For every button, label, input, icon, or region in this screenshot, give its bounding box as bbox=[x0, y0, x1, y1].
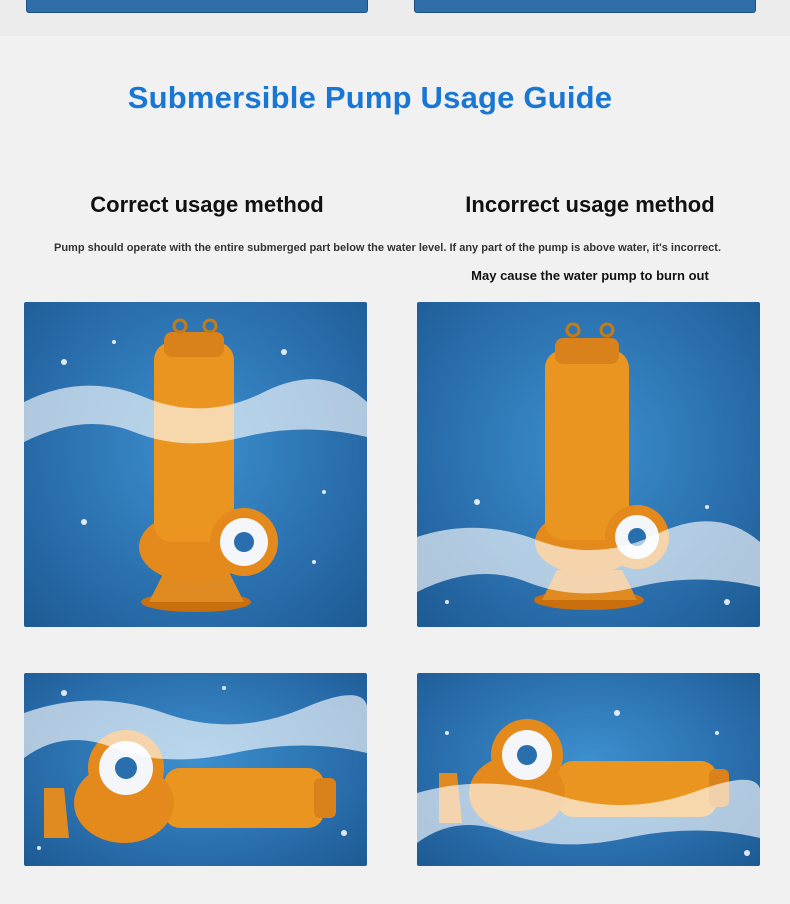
correct-usage-heading: Correct usage method bbox=[90, 192, 324, 217]
correct-horizontal-pump-image bbox=[24, 673, 367, 866]
usage-note: Pump should operate with the entire submerged part below the water level. If any part of the pump is above water, it's incorrect. bbox=[53, 242, 722, 254]
top-bar-right bbox=[414, 0, 756, 13]
burnout-warning: May cause the water pump to burn out bbox=[471, 268, 709, 283]
incorrect-usage-heading: Incorrect usage method bbox=[465, 192, 715, 217]
top-bar-left bbox=[26, 0, 368, 13]
correct-upright-pump-image bbox=[24, 302, 367, 627]
incorrect-horizontal-pump-image bbox=[417, 673, 760, 866]
page-title: Submersible Pump Usage Guide bbox=[127, 80, 613, 115]
top-banner-strip bbox=[0, 0, 790, 36]
upright-pump-illustration bbox=[139, 320, 278, 612]
incorrect-upright-pump-image bbox=[417, 302, 760, 627]
